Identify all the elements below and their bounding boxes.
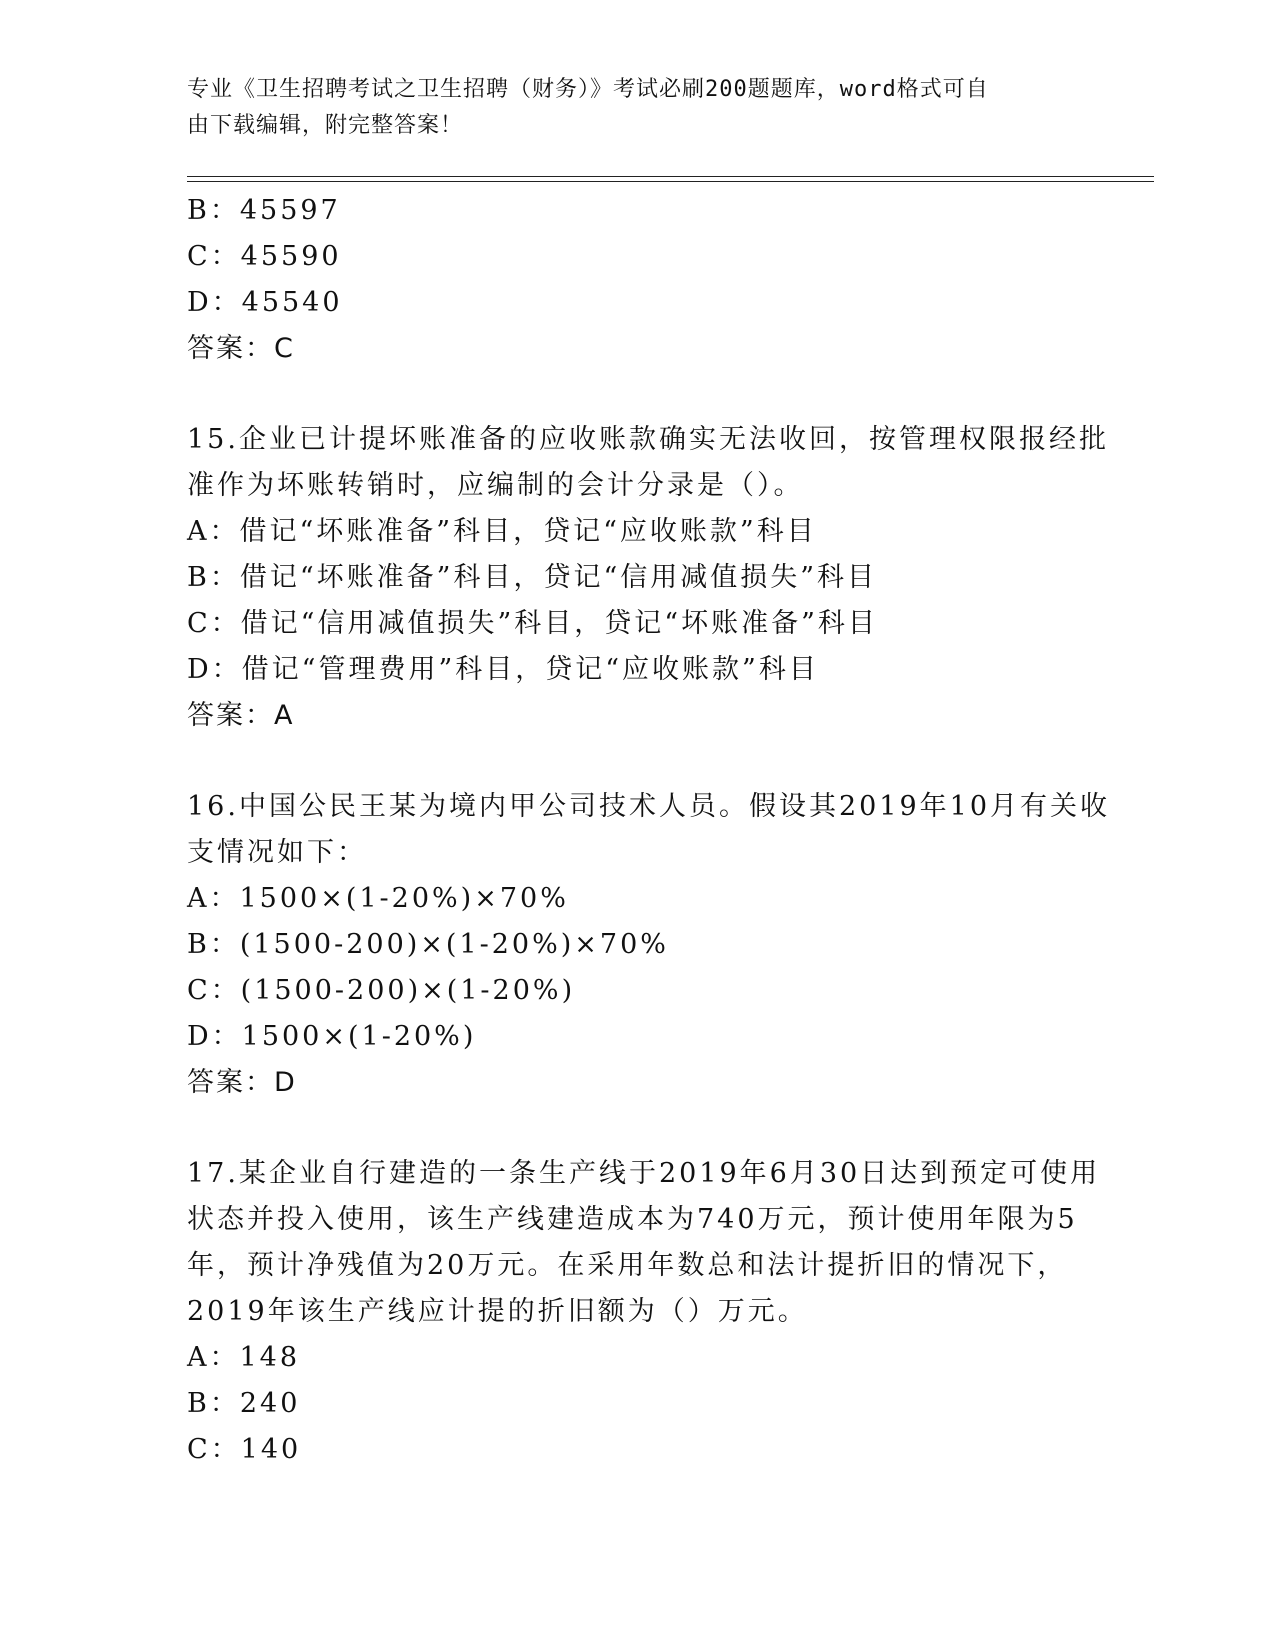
spacer [187,1106,1077,1151]
question-stem-line: 16.中国公民王某为境内甲公司技术人员。假设其2019年10月有关收 [187,791,1111,822]
option-c: C：(1500-200)×(1-20%) [187,975,576,1006]
option-c: C：借记“信用减值损失”科目，贷记“坏账准备”科目 [187,608,878,639]
header-line-1: 专业《卫生招聘考试之卫生招聘（财务）》考试必刷200题题库，word格式可自 [187,77,989,102]
question-list [187,188,1111,1473]
option-b: B：(1500-200)×(1-20%)×70% [187,929,669,960]
option-d: D：1500×(1-20%) [187,1021,477,1052]
document-header [187,72,1077,144]
question-16-block [187,784,1111,1106]
question-17-block [187,1151,1101,1473]
option-a: A：148 [187,1342,301,1373]
option-d: D：45540 [187,287,343,318]
spacer [187,372,1077,417]
option-c: C：140 [187,1434,302,1465]
question-14-block [187,188,1077,372]
question-15-block [187,417,1109,739]
option-b: B：240 [187,1388,301,1419]
option-c: C：45590 [187,241,342,272]
header-line-2: 由下载编辑，附完整答案！ [187,113,464,138]
question-stem-line: 2019年该生产线应计提的折旧额为（）万元。 [187,1296,808,1327]
option-b: B：45597 [187,195,341,226]
spacer [187,739,1077,784]
option-d: D：借记“管理费用”科目，贷记“应收账款”科目 [187,654,819,685]
answer-line: 答案：D [187,1067,297,1098]
answer-line: 答案：C [187,333,295,364]
option-b: B：借记“坏账准备”科目，贷记“信用减值损失”科目 [187,562,878,593]
option-a: A：1500×(1-20%)×70% [187,883,569,914]
question-stem-line: 准作为坏账转销时，应编制的会计分录是（）。 [187,470,804,501]
question-stem-line: 支情况如下： [187,837,367,868]
question-stem-line: 17.某企业自行建造的一条生产线于2019年6月30日达到预定可使用 [187,1158,1101,1189]
header-divider-bottom [187,181,1154,182]
question-stem-line: 15.企业已计提坏账准备的应收账款确实无法收回，按管理权限报经批 [187,424,1109,455]
header-divider-top [187,176,1154,177]
question-stem-line: 状态并投入使用，该生产线建造成本为740万元，预计使用年限为5 [187,1204,1078,1235]
question-stem-line: 年，预计净残值为20万元。在采用年数总和法计提折旧的情况下， [187,1250,1068,1281]
option-a: A：借记“坏账准备”科目，贷记“应收账款”科目 [187,516,817,547]
answer-line: 答案：A [187,700,295,731]
